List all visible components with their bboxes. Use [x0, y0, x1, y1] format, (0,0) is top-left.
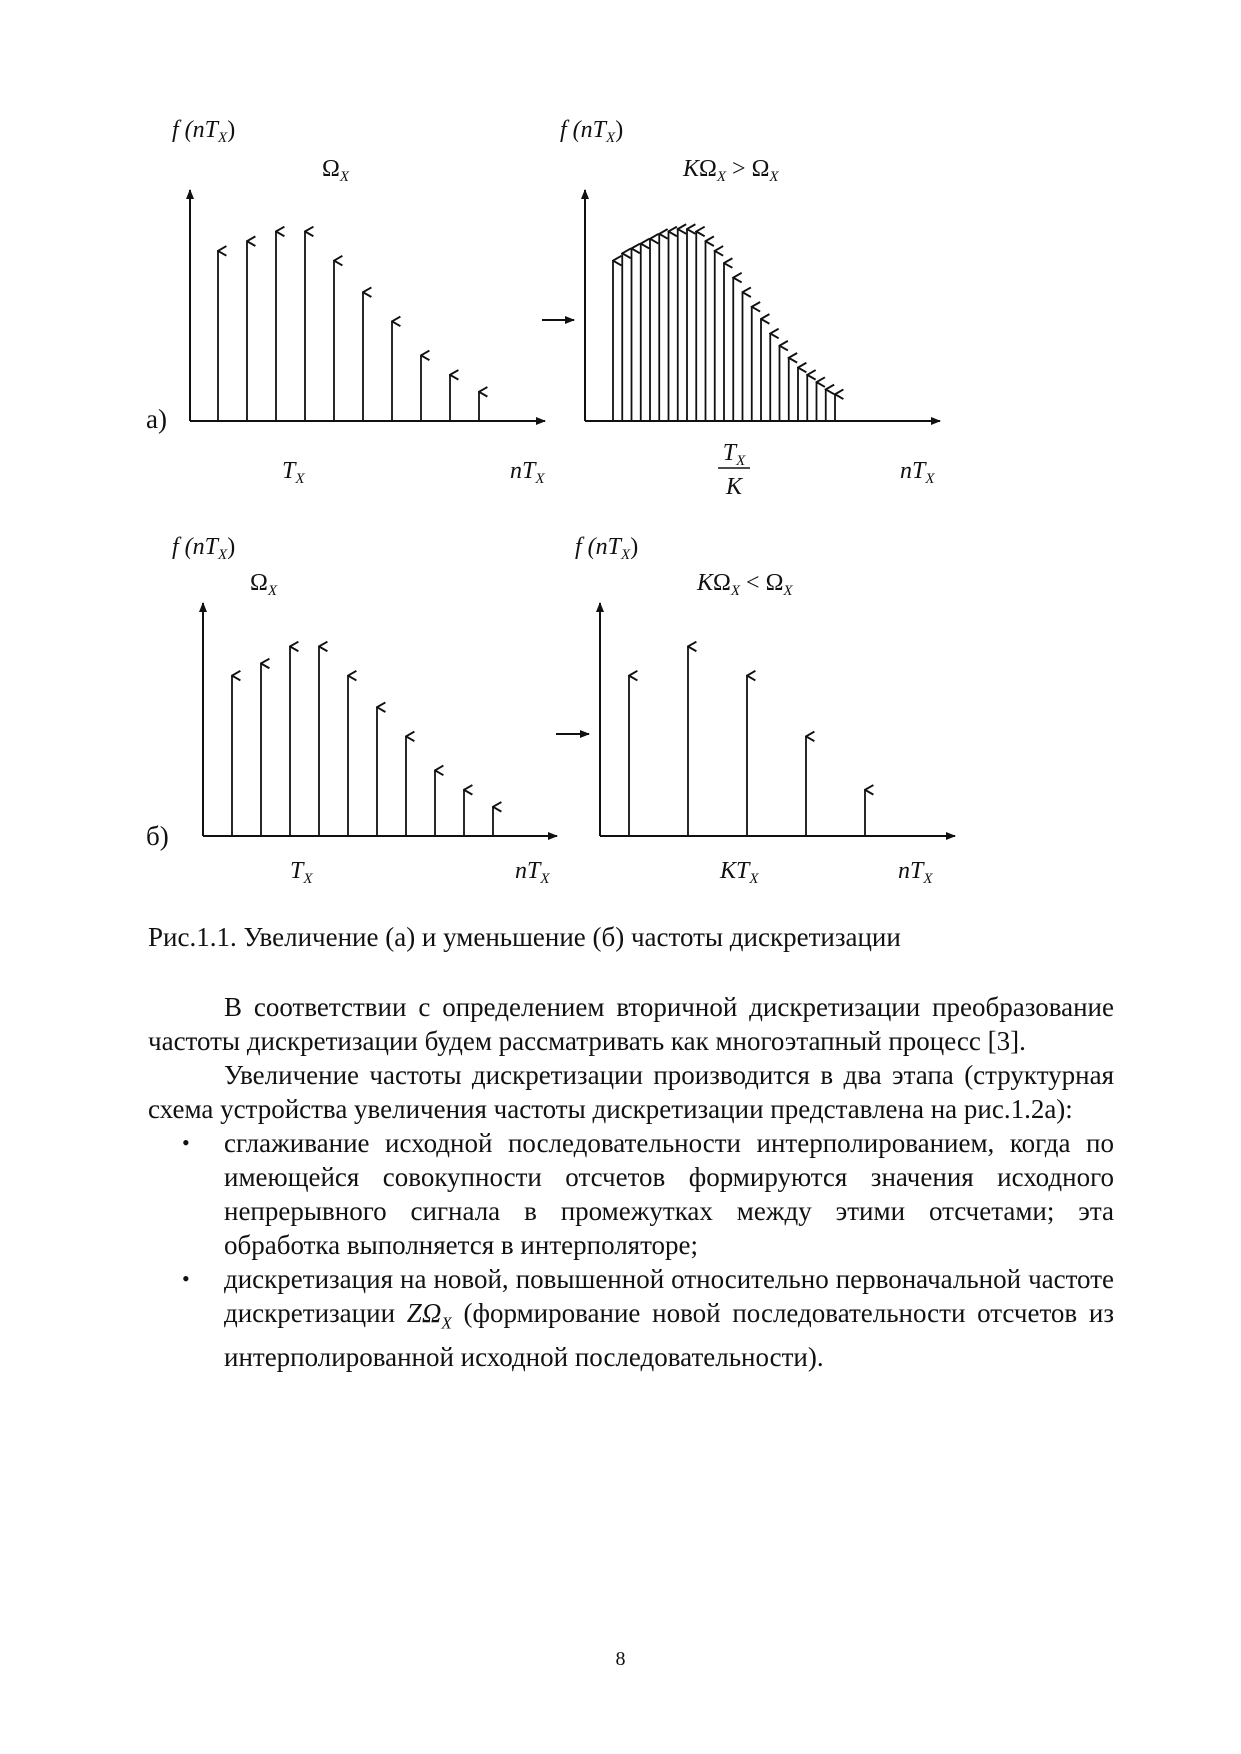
- y-axis-label-close: ): [615, 117, 624, 143]
- tick-label-pre: K: [720, 858, 737, 884]
- paragraph-1: В соответствии с определением вторичной дискретизации преобразование частоты дискретизации будем рассматривать как многоэтапный процесс [3].: [148, 992, 1114, 1056]
- tick-label: [290, 858, 313, 887]
- y-axis-label-close: ): [227, 534, 236, 560]
- y-axis-label-main: f (nT: [575, 534, 622, 560]
- x-axis-label: [510, 458, 545, 487]
- x-axis-label-sub: X: [535, 471, 545, 487]
- y-axis-label-sub: X: [621, 547, 631, 563]
- bullet-item-2: [148, 1262, 1114, 1374]
- x-axis-label-sub: X: [923, 871, 933, 887]
- y-axis-label-sub: X: [218, 130, 228, 146]
- tick-label-sub: X: [736, 453, 746, 469]
- chart-panel-a2: [560, 117, 940, 500]
- chart-panel-b: [146, 534, 557, 887]
- bullet-icon: •: [182, 1266, 190, 1291]
- frequency-label-sub: X: [730, 583, 741, 599]
- bullet-item-2-text-before: дискретизация на новой, повышенной относительно первоначальной частоте дискретизации: [224, 1264, 1114, 1328]
- tick-label-sub: X: [295, 471, 305, 487]
- tick-label-main: T: [290, 858, 304, 884]
- frequency-label-omega: Ω: [250, 570, 268, 596]
- y-axis-label-main: f (nT: [172, 534, 219, 560]
- y-axis-label: [560, 117, 623, 146]
- tick-label-den: K: [725, 474, 743, 500]
- y-axis-label-close: ): [630, 534, 639, 560]
- frequency-label-sub: X: [339, 169, 350, 185]
- bullet-list: [148, 1126, 1114, 1374]
- y-axis-label-sub: X: [218, 547, 228, 563]
- x-axis-label-main: nT: [510, 458, 536, 484]
- bullet-item-1: [148, 1126, 1114, 1262]
- frequency-label-omega: Ω: [713, 570, 731, 596]
- x-axis-label: [900, 458, 935, 487]
- frequency-label-k: K: [697, 570, 714, 596]
- tick-label: [282, 458, 305, 487]
- body-text: [148, 990, 1114, 1374]
- tick-label-sub: X: [303, 871, 313, 887]
- y-axis-label-main: f (nT: [560, 117, 607, 143]
- frequency-label-sub: X: [267, 583, 278, 599]
- math-z-omega-main: ZΩ: [406, 1298, 442, 1328]
- panel-label-a: а): [146, 404, 167, 434]
- y-axis-label: [575, 534, 638, 563]
- y-axis-label: [172, 534, 235, 563]
- frequency-relation: <: [740, 570, 766, 596]
- frequency-label: [250, 570, 278, 599]
- frequency-label-sub-2: X: [783, 583, 793, 599]
- y-axis-label-close: ): [227, 117, 236, 143]
- figure-caption: Рис.1.1. Увеличение (а) и уменьшение (б) частоты дискретизации: [148, 922, 901, 952]
- chart-panel-b2: [575, 534, 955, 887]
- tick-label-main: T: [282, 458, 296, 484]
- frequency-label: [682, 156, 779, 185]
- frequency-label-omega: Ω: [322, 156, 340, 182]
- page-number: 8: [615, 1648, 626, 1670]
- bullet-icon: •: [182, 1130, 190, 1155]
- math-z-omega: [406, 1298, 452, 1333]
- tick-label-numerator: [723, 440, 746, 469]
- x-axis-label-main: nT: [900, 458, 926, 484]
- chart-panel-a: [146, 117, 545, 487]
- y-axis-label-sub: X: [606, 130, 616, 146]
- paragraph-2: Увеличение частоты дискретизации производится в два этапа (структурная схема устройства увеличения частоты дискретизации представлена на рис.1.2а):: [148, 1060, 1114, 1124]
- frequency-label-omega-2: Ω: [751, 156, 770, 182]
- frequency-relation: >: [726, 156, 752, 182]
- x-axis-label: [898, 858, 933, 887]
- panel-label-b: б): [146, 821, 169, 851]
- frequency-label-k: K: [683, 156, 700, 182]
- frequency-label-omega: Ω: [699, 156, 717, 182]
- x-axis-label-main: nT: [898, 858, 924, 884]
- x-axis-label-sub: X: [925, 471, 935, 487]
- frequency-label: [696, 570, 793, 599]
- frequency-label-sub-2: X: [769, 169, 779, 185]
- x-axis-label-sub: X: [540, 871, 550, 887]
- bullet-item-2-text-after: (формирование новой последовательности отсчетов из интерполированной исходной последовательности).: [224, 1298, 1115, 1373]
- math-z-omega-sub: X: [441, 1313, 452, 1333]
- y-axis-label-main: f (nT: [172, 117, 219, 143]
- frequency-label: [322, 156, 350, 185]
- x-axis-label-main: nT: [515, 858, 541, 884]
- x-axis-label: [515, 858, 550, 887]
- bullet-item-1-text: сглаживание исходной последовательности интерполированием, когда по имеющейся совокупности отсчетов формируются значения исходного непрерывного сигнала в промежутках между этими отсчетами; эта обработка выполняется в интерполяторе;: [224, 1128, 1114, 1260]
- tick-label: [719, 858, 759, 887]
- tick-label-main: T: [722, 440, 737, 466]
- tick-label-sub: X: [749, 871, 759, 887]
- tick-label-denominator: [725, 474, 744, 500]
- frequency-label-sub: X: [716, 169, 727, 185]
- y-axis-label: [172, 117, 235, 146]
- frequency-label-omega-2: Ω: [765, 570, 784, 596]
- tick-label-main: T: [736, 858, 750, 884]
